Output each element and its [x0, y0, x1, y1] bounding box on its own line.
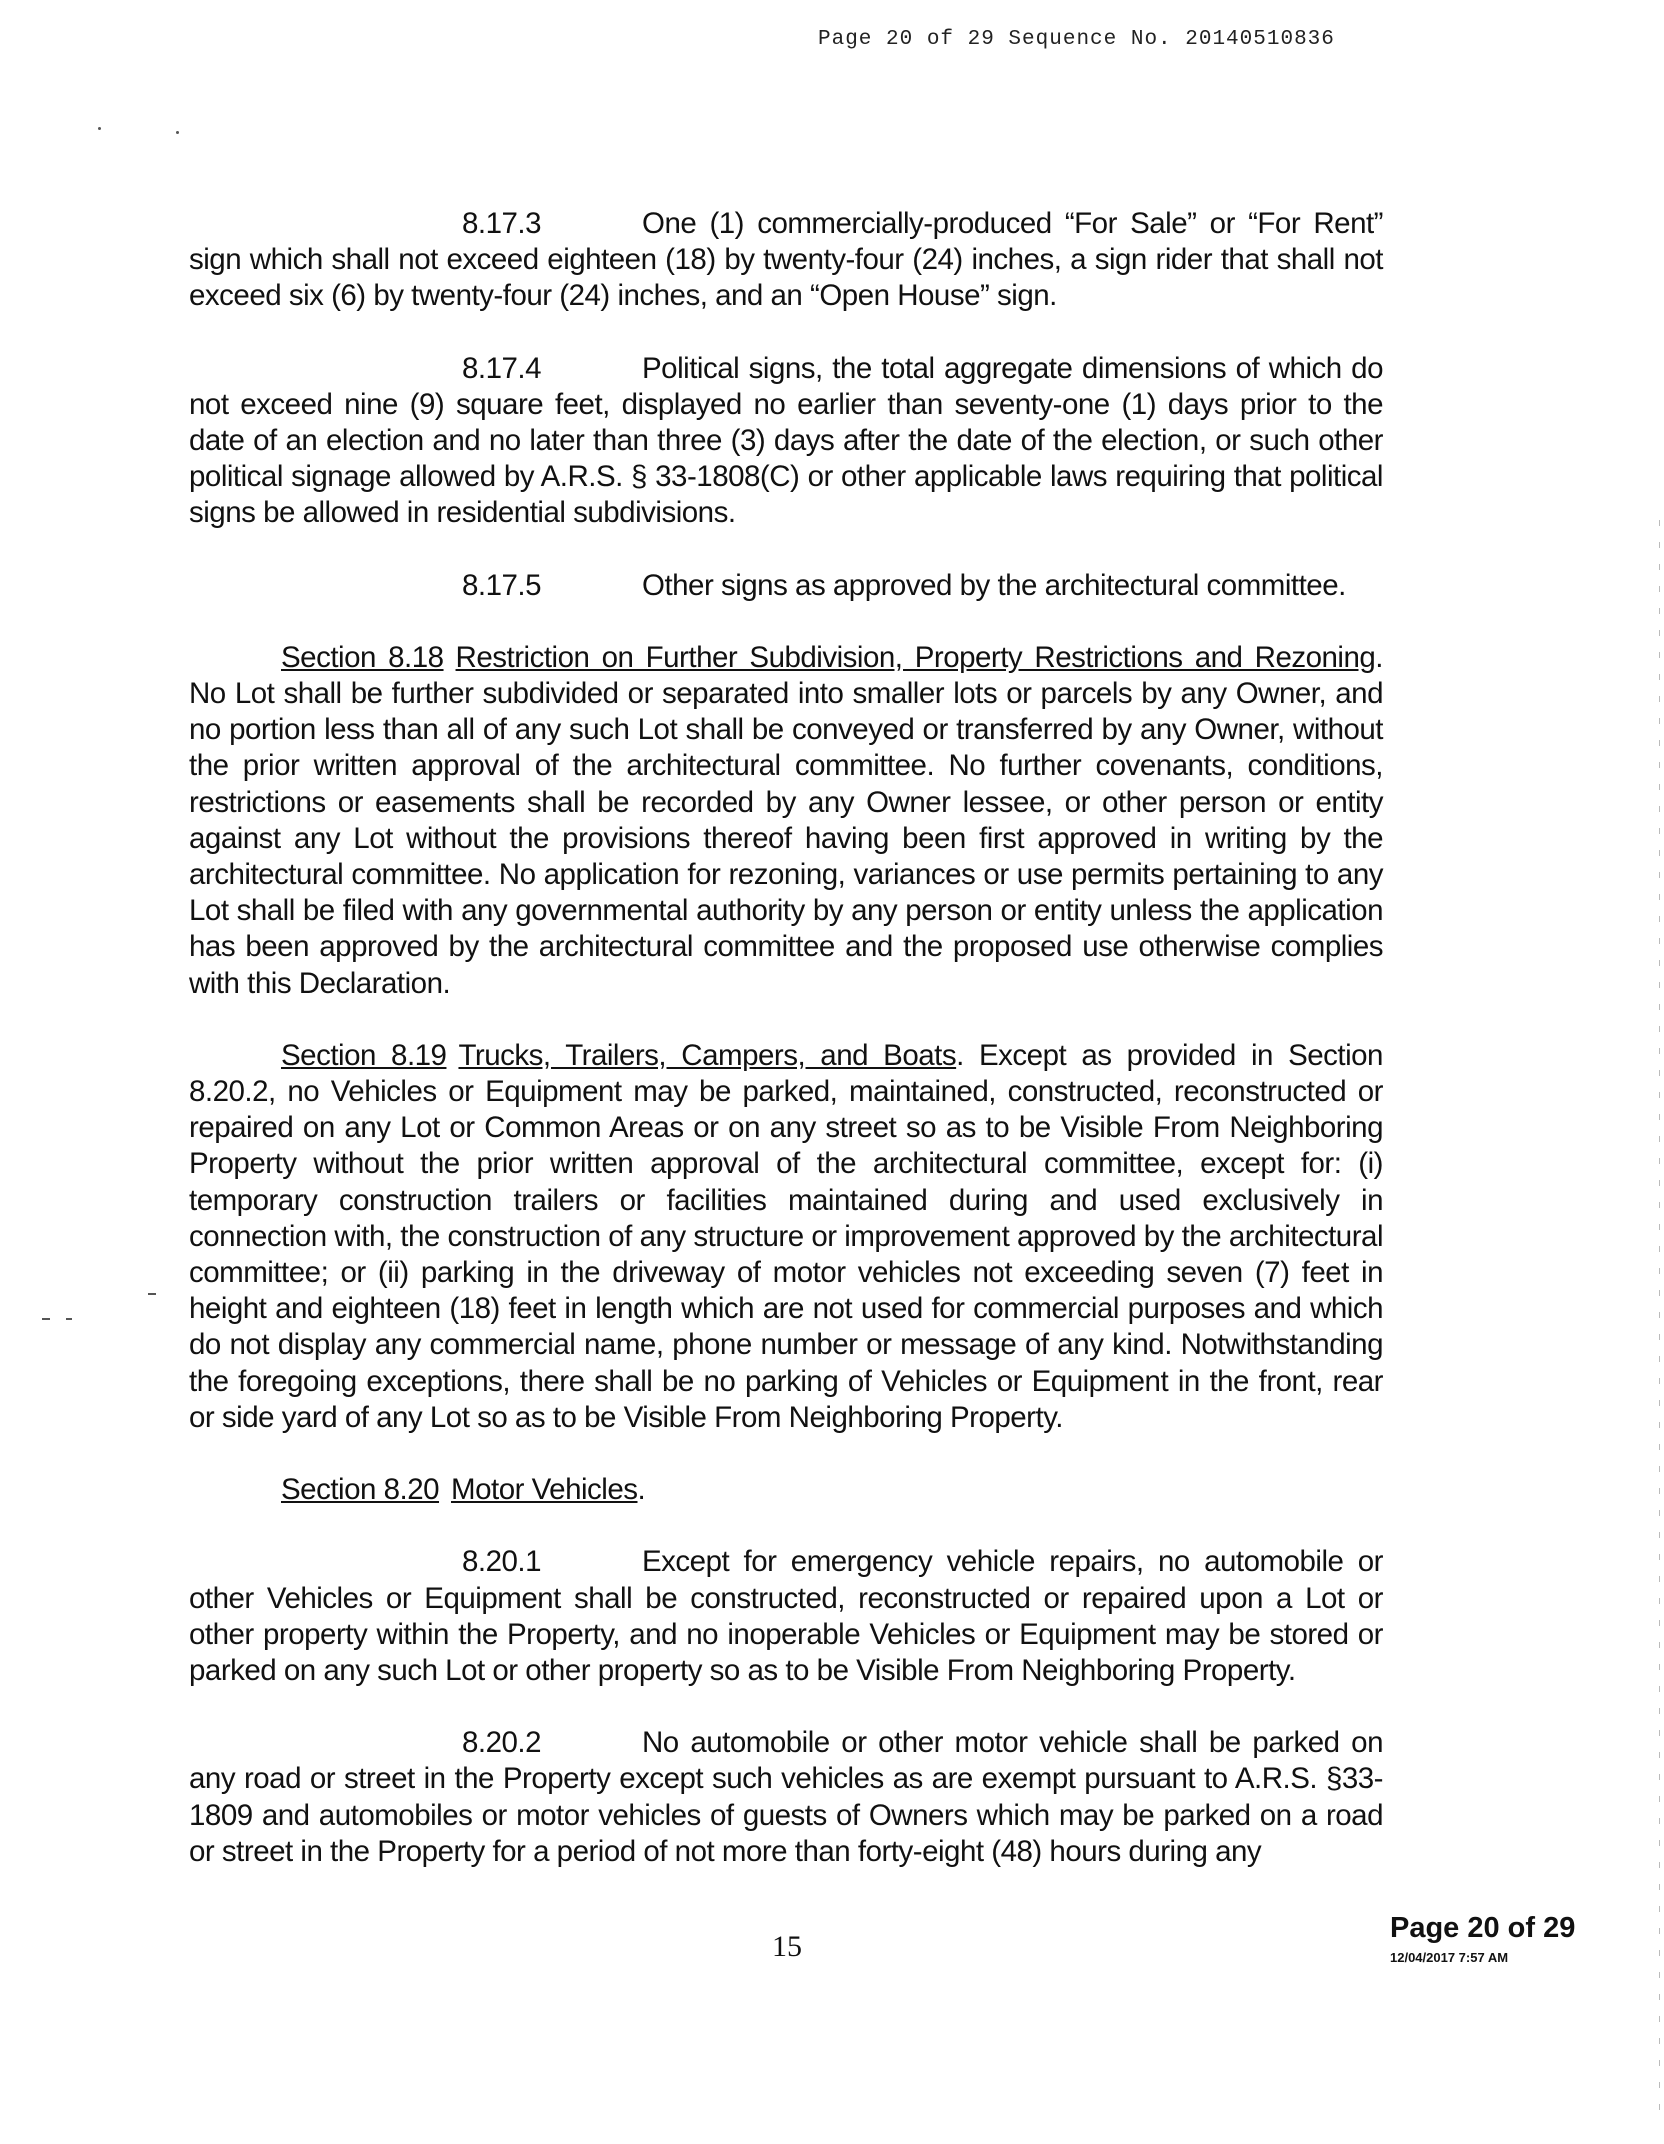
section-8-19: Section 8.19 Trucks, Trailers, Campers, and Boats. Except as provided in Section 8.20.2, no Vehicles or Equipment may be parked, maintained, constructed, reconstructed or repaired on any Lot or Common Areas or on any street so as to be Visible From Neighboring Property without the prior written approval of the architectural committee, except for: (i) temporary construction trailers or facilities maintained during and used exclusively in connection with, the construction of any structure or improvement approved by the architectural committee; or (ii) parking in the driveway of motor vehicles not exceeding seven (7) feet in height and eighteen (18) feet in length which are not used for commercial purposes and which do not display any commercial name, phone number or message of any kind. Notwithstanding the foregoing exceptions, there shall be no parking of Vehicles or Equipment in the front, rear or side yard of any Lot so as to be Visible From Neighboring Property.: [189, 1038, 1383, 1434]
recording-timestamp: 12/04/2017 7:57 AM: [1390, 1950, 1509, 1965]
page-number: 15: [772, 1930, 802, 1963]
section-text: Except as provided in Section 8.20.2, no Vehicles or Equipment may be parked, maintained, constructed, reconstructed or repaired on any Lot or Common Areas or on any street so as to be Visible From Neighboring Property without the prior written approval of the architectural committee, except for: (i) temporary construction trailers or facilities maintained during and used exclusively in connection with, the construction of any structure or improvement approved by the architectural committee; or (ii) parking in the driveway of motor vehicles not exceeding seven (7) feet in height and eighteen (18) feet in length which are not used for commercial purposes and which do not display any commercial name, phone number or message of any kind. Notwithstanding the foregoing exceptions, there shall be no parking of Vehicles or Equipment in the front, rear or side yard of any Lot so as to be Visible From Neighboring Property.: [189, 1038, 1383, 1434]
paragraph-text: No automobile or other motor vehicle shall be parked on any road or street in the Property except such vehicles as are exempt pursuant to A.R.S. §33-1809 and automobiles or motor vehicles of guests of Owners which may be parked on a road or street in the Property for a period of not more than forty-eight (48) hours during any: [189, 1726, 1383, 1868]
scan-speck: [66, 1318, 72, 1320]
paragraph-number: 8.20.2: [462, 1726, 542, 1760]
recording-stamp: Page 20 of 29 Sequence No. 20140510836: [818, 28, 1335, 51]
scan-edge: [1659, 520, 1660, 2120]
section-heading: Section 8.20: [281, 1473, 440, 1507]
paragraph-text: Other signs as approved by the architectural committee.: [642, 568, 1346, 602]
section-text: No Lot shall be further subdivided or separated into smaller lots or parcels by any Owner, and no portion less than all of any such Lot shall be conveyed or transferred by any Owner, without the prior written approval of the architectural committee. No further covenants, conditions, restrictions or easements shall be recorded by any Owner lessee, or other person or entity against any Lot without the provisions thereof having been first approved in writing by the architectural committee. No application for rezoning, variances or use permits pertaining to any Lot shall be filed with any governmental authority by any person or entity unless the application has been approved by the architectural committee and the proposed use otherwise complies with this Declaration.: [189, 677, 1383, 1000]
paragraph-8-17-5: [189, 568, 1383, 604]
section-heading: Section 8.19: [281, 1038, 447, 1072]
section-8-20: Section 8.20 Motor Vehicles.: [281, 1473, 646, 1507]
paragraph-number: 8.17.4: [462, 351, 542, 385]
section-title: Restriction on Further Subdivision, Property Restrictions and Rezoning: [455, 640, 1376, 674]
paragraph-8-17-3: [189, 206, 1383, 315]
paragraph-number: 8.20.1: [462, 1545, 542, 1579]
section-heading: Section 8.18: [281, 640, 444, 674]
paragraph-8-20-1: [189, 1544, 1383, 1689]
paragraph-8-17-4: [189, 351, 1383, 532]
paragraph-text: Except for emergency vehicle repairs, no automobile or other Vehicles or Equipment shall be constructed, reconstructed or repaired upon a Lot or other property within the Property, and no inoperable Vehicles or Equipment may be stored or parked on any such Lot or other property so as to be Visible From Neighboring Property.: [189, 1545, 1383, 1687]
scan-speck: [42, 1318, 50, 1320]
paragraph-text: One (1) commercially-produced “For Sale” or “For Rent” sign which shall not exceed eighteen (18) by twenty-four (24) inches, a sign rider that shall not exceed six (6) by twenty-four (24) inches, and an “Open House” sign.: [189, 207, 1383, 313]
section-title: Trucks, Trailers, Campers, and Boats: [458, 1038, 957, 1072]
paragraph-text: Political signs, the total aggregate dimensions of which do not exceed nine (9) square feet, displayed no earlier than seventy-one (1) days prior to the date of an election and no later than three (3) days after the date of the election, or such other political signage allowed by A.R.S. § 33-1808(C) or other applicable laws requiring that political signs be allowed in residential subdivisions.: [189, 351, 1383, 530]
scan-speck: [176, 131, 179, 134]
scan-speck: [98, 127, 101, 130]
section-8-18: Section 8.18 Restriction on Further Subdivision, Property Restrictions and Rezoning. No Lot shall be further subdivided or separated into smaller lots or parcels by any Owner, and no portion less than all of any such Lot shall be conveyed or transferred by any Owner, without the prior written approval of the architectural committee. No further covenants, conditions, restrictions or easements shall be recorded by any Owner lessee, or other person or entity against any Lot without the provisions thereof having been first approved in writing by the architectural committee. No application for rezoning, variances or use permits pertaining to any Lot shall be filed with any governmental authority by any person or entity unless the application has been approved by the architectural committee and the proposed use otherwise complies with this Declaration.: [189, 640, 1383, 1000]
document-body: [189, 206, 1383, 1906]
paragraph-number: 8.17.5: [462, 568, 542, 602]
recording-page-count: Page 20 of 29: [1390, 1912, 1576, 1944]
paragraph-8-20-2: [189, 1725, 1383, 1870]
paragraph-number: 8.17.3: [462, 207, 542, 240]
section-title: Motor Vehicles: [451, 1473, 638, 1507]
scan-speck: [148, 1293, 156, 1295]
